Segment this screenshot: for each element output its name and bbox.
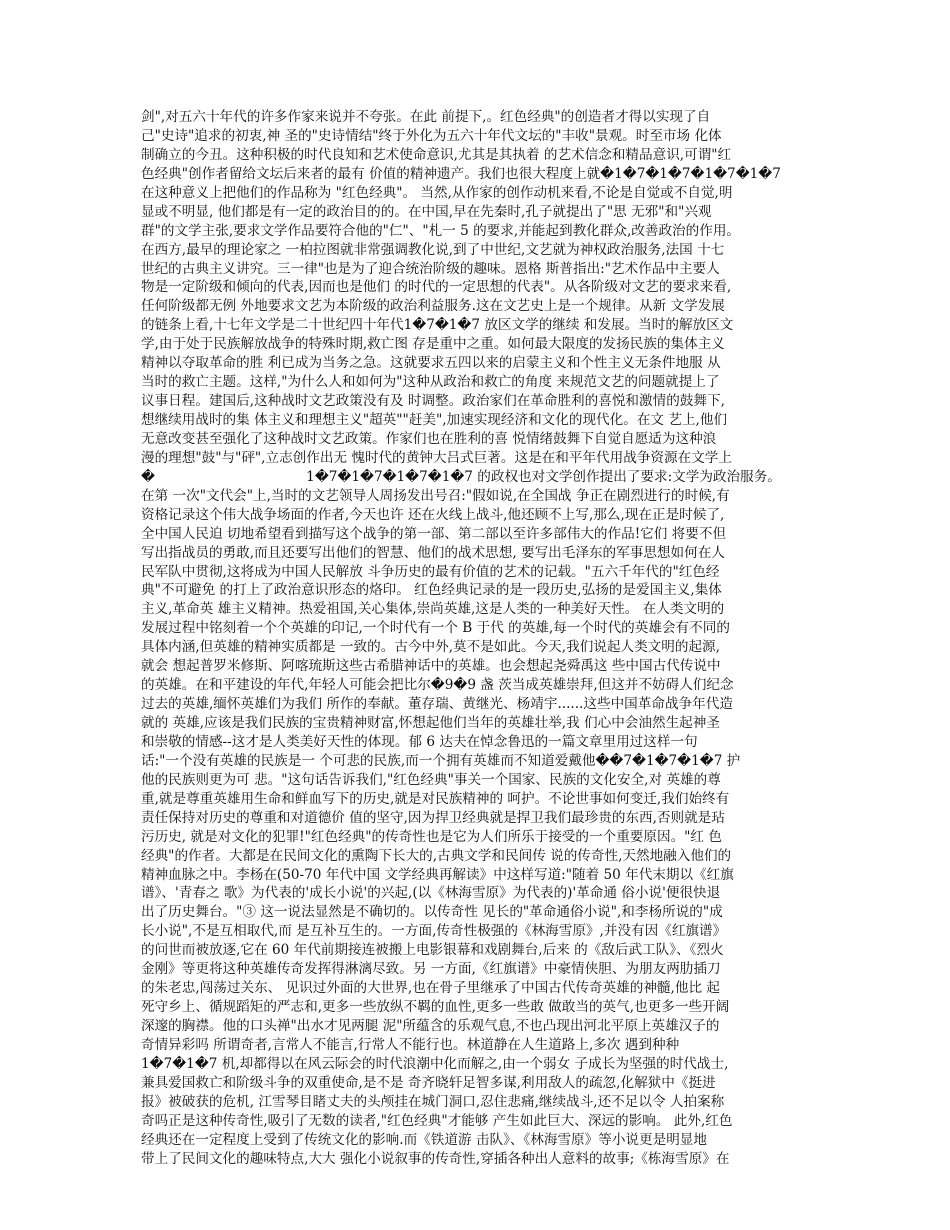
text-line: 深邃的胸襟。他的口头禅"出水才见两腿 泥"所蕴含的乐观气息,不也凸现出河北平原上英雄汉子的 — [141, 1018, 720, 1034]
text-line: 责任保持对历史的尊重和对道德价 值的坚守,因为捍卫经典就是捍卫我们最珍贵的东西,否则就是玷 — [141, 809, 725, 826]
text-line: 的朱老忠,闯荡过关东、 见识过外面的大世界,也在骨子里继承了中国古代传奇英雄的神髓,他比 起 — [141, 980, 720, 997]
text-line: 无意改变甚至强化了这种战时文艺政策。作家们也在胜利的喜 悦情绪鼓舞下自觉自愿适为这种浪 — [141, 430, 717, 447]
text-line: 写出指战员的勇敢,而且还要写出他们的智慧、他们的战术思想, 要写出毛泽东的军事思想如何在人 — [141, 544, 725, 561]
text-line: 就会 想起普罗米修斯、阿喀琉斯这些古希腊神话中的英雄。也会想起尧舜禹这 些中国古代传说中 — [141, 658, 721, 675]
text-line: 漫的理想"鼓"与"砰",立志创作出无 愧时代的黄钟大吕式巨著。这是在和平年代用战争资源在文学上 — [141, 449, 732, 466]
text-line: 奇情异彩吗 所谓奇者,言常人不能言,行常人不能行也。林道静在人生道路上,多次 遇到种种 — [141, 1036, 680, 1053]
text-line: 就的 英雄,应该是我们民族的宝贵精神财富,怀想起他们当年的英雄壮举,我 们心中会油然生起神圣 — [141, 715, 720, 731]
text-line: 和崇敬的情感--这才是人类美好天性的体现。郁 6 达夫在悼念鲁迅的一篇文章里用过这样一句 — [141, 733, 698, 750]
text-line: 全中国人民迫 切地希望看到描写这个战争的第一部、第二部以至许多部伟大的作品!它们 将要不但 — [141, 525, 727, 542]
text-line: 具体内涵,但英雄的精神实质都是 一致的。古今中外,莫不是如此。今天,我们说起人类文明的起源, — [141, 639, 720, 656]
text-line: � 1�7�1�7�1�7�1�7 的政权也对文学创作提出了要求:文学为政治服务。 — [141, 468, 781, 485]
text-line: 色经典"创作者留给文坛后来者的最有 价值的精神遗产。我们也很大程度上就�1�7�1�7�1�7�1�7 — [141, 165, 781, 182]
text-line: 世纪的古典主义讲究。三一律"也是为了迎合统治阶级的趣味。恩格 斯普指出:"艺术作品中主要人 — [141, 260, 720, 277]
text-line: 主义,革命英 雄主义精神。热爱祖国,关心集体,崇尚英雄,这是人类的一种美好天性。 在人类文明的 — [141, 601, 725, 618]
text-line: 经典"的作者。大都是在民间文化的熏陶下长大的,古典文学和民间传 说的传奇性,天然地融入他们的 — [141, 847, 732, 864]
text-line: 任何阶级都无例 外地要求文艺为本阶级的政治利益服务.这在文艺史上是一个规律。从新 文学发展 — [141, 298, 725, 315]
text-line: 谱》、'青春之 歌》为代表的'成长小说'的兴起,(以《林海雪原》为代表的)'革命通 俗小说'便很快退 — [141, 885, 721, 902]
text-line: 1�7�1�7 机,却都得以在风云际会的时代浪潮中化而解之,由一个弱女 子成长为坚强的时代战士, — [141, 1055, 729, 1072]
document-body — [141, 108, 813, 1169]
text-line: 议事日程。建国后,这种战时文艺政策没有及 时调整。政治家们在革命胜利的喜悦和激情的鼓舞下, — [141, 393, 725, 410]
text-line: 精神血脉之中。李杨在(50-70 年代中国 文学经典再解读》中这样写道:"随着 50 年代末期以《红旗 — [141, 866, 734, 883]
text-line: 显或不明显, 他们都是有一定的政治目的的。在中国,早在先秦时,孔子就提出了"思 无邪"和"兴观 — [141, 203, 712, 220]
text-line: 话:"一个没有英雄的民族是一 个可悲的民族,而一个拥有英雄而不知道爱戴他��7�1�7�1�7 护 — [141, 752, 741, 769]
text-line: 他的民族则更为可 悲。"这句话告诉我们,"红色经典"事关一个国家、民族的文化安全,对 英雄的尊 — [141, 771, 721, 788]
text-line: 长小说",不是互相取代,而 是互补互生的。一方面,传奇性极强的《林海雪原》,并没有因《红旗谱》 — [141, 923, 727, 940]
text-line: 的英雄。在和平建设的年代,年轻人可能会把比尔�9�9 盏 茨当成英雄崇拜,但这并不妨碍人们纪念 — [141, 677, 734, 694]
text-line: 想继续用战时的集 体主义和理想主义"超英""赶美",加速实现经济和文化的现代化。在文 艺上,他们 — [141, 412, 728, 428]
text-line: 物是一定阶级和倾向的代表,因而也是他们 的时代的一定思想的代表"。从各阶级对文艺的要求来看, — [141, 279, 732, 296]
text-line: 典"不可避免 的打上了政治意识形态的烙印。 红色经典记录的是一段历史,弘扬的是爱国主义,集体 — [141, 582, 722, 599]
text-line: 当时的救亡主题。这样,"为什么人和如何为"这种从政治和救亡的角度 来规范文艺的问题就提上了 — [141, 374, 720, 391]
text-line: 奇吗正是这种传奇性,吸引了无数的读者,"红色经典"才能够 产生如此巨大、深远的影响。 此外,红色 — [141, 1112, 733, 1129]
text-line: 金刚》等更将这种英雄传奇发挥得淋漓尽致。另 一方面,《红旗谱》中豪情侠胆、为朋友两肋插刀 — [141, 961, 721, 978]
text-line: 报》被破获的危机, 江雪琴目睹丈夫的头颅挂在城门洞口,忍住悲痛,继续战斗,还不足以令 人拍案称 — [141, 1093, 725, 1110]
text-line: 学,由于处于民族解放战争的特殊时期,救亡图 存是重中之重。如何最大限度的发扬民族的集体主义 — [141, 336, 725, 353]
text-line: 的问世而被放逐,它在 60 年代前期接连被搬上电影银幕和戏剧舞台,后来 的《敌后武工队》、《烈火 — [141, 942, 724, 959]
text-line: 的链条上看,十七年文学是二十世纪四十年代1�7�1�7 放区文学的继续 和发展。当时的解放区文 — [141, 317, 734, 334]
text-line: 经典还在一定程度上受到了传统文化的影响.而《铁道游 击队》、《林海雪原》等小说更是明显地 — [141, 1131, 707, 1148]
text-line: 在这种意义上把他们的作品称为 "红色经典"。 当然,从作家的创作动机来看,不论是自觉或不自觉,明 — [141, 184, 733, 201]
text-line: 剑",对五六十年代的许多作家来说并不夸张。在此 前提下,。红色经典"的创造者才得以实现了自 — [141, 109, 711, 125]
text-line: 死守乡上、循规蹈矩的严志和,更多一些放纵不羁的血性,更多一些敢 做敢当的英气,也更多一些开阔 — [141, 999, 730, 1016]
text-line: 污历史, 就是对文化的犯罪!"红色经典"的传奇性也是它为人们所乐于接受的一个重要原因。"红 色 — [141, 828, 722, 845]
text-line: 在第 一次"文代会"上,当时的文艺领导人周扬发出号召:"假如说,在全国战 争正在剧烈进行的时候,有 — [141, 487, 730, 504]
text-line: 群"的文学主张,要求文学作品要符合他的"仁"、"札一 5 的要求,并能起到教化群众,改善政治的作用。 — [141, 222, 741, 239]
text-line: 精神以夺取革命的胜 利已成为当务之急。这就要求五四以来的启蒙主义和个性主义无条件地服 从 — [141, 355, 721, 372]
text-line: 带上了民间文化的趣味特点,大大 强化小说叙事的传奇性,穿插各种出人意料的故事;《栋海雪原》在 — [141, 1150, 730, 1167]
text-line: 制确立的今丑。这种积极的时代良知和艺术使命意识,尤其是其执着 的艺术信念和精品意识,可谓"红 — [141, 146, 732, 163]
text-line: 重,就是尊重英雄用生命和鲜血写下的历史,就是对民族精神的 呵护。不论世事如何变迁,我们始终有 — [141, 790, 730, 807]
text-line: 民军队中贯彻,这将成为中国人民解放 斗争历史的最有价值的艺术的记载。"五六千年代的"红色经 — [141, 563, 720, 580]
text-line: 出了历史舞台。"③ 这一说法显然是不确切的。以传奇性 见长的"革命通俗小说",和李杨所说的"成 — [141, 904, 723, 921]
text-line: 资格记录这个伟大战争场面的作者,今天也许 还在火线上战斗,他还顾不上写,那么,现在正是时候了, — [141, 506, 725, 523]
text-line: 己"史诗"追求的初衷,神 圣的"史诗情结"终于外化为五六十年代文坛的"丰收"景观。时至市场 化体 — [141, 127, 722, 144]
text-line: 发展过程中铭刻着一个个英雄的印记,一个时代有一个 B 于代 的英雄,每一个时代的英雄会有不同的 — [141, 620, 730, 637]
text-line: 兼具爱国救亡和阶级斗争的双重使命,是不是 奇齐晓轩足智多谋,利用敌人的疏忽,化解狱中《挺进 — [141, 1074, 716, 1091]
text-line: 在西方,最早的理论家之 一柏拉图就非常强调教化说,到了中世纪,文艺就为神权政治服务,法国 十七 — [141, 241, 725, 258]
text-line: 过去的英雄,缅怀英雄们为我们 所作的奉献。董存瑞、黄继光、杨靖宇......这些中国革命战争年代造 — [141, 696, 733, 713]
